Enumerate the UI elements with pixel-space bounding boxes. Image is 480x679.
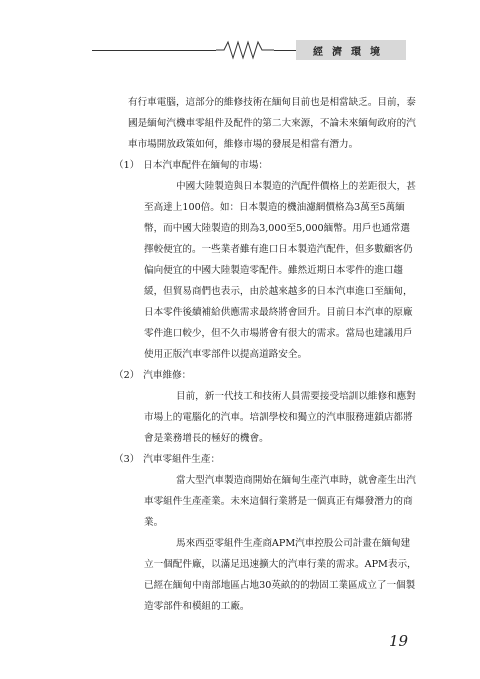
section-heading-1 — [114, 155, 418, 176]
section-title: 汽車零組件生產： — [143, 454, 221, 465]
page-number: 19 — [389, 632, 409, 650]
section-heading-2 — [114, 365, 418, 386]
section-paragraph: 當大型汽車製造商開始在緬甸生產汽車時，就會產生出汽車零組件生產產業。未來這個行業將是一個真正有爆發潛力的商業。 — [144, 475, 416, 528]
intro-paragraph: 有行車電腦，這部分的維修技術在緬甸目前也是相當缺乏。目前，泰國是緬甸汽機車零組件及配件的第二大來源，不論未來緬甸政府的汽車市場開放政策如何，維修市場的發展是相當有潛力。 — [128, 97, 416, 150]
section-label: 經濟環境 — [296, 40, 406, 60]
section-number: （3） — [114, 454, 140, 465]
section-paragraph: 馬來西亞零組件生產商APM汽車控股公司計畫在緬甸建立一個配件廠，以滿足迅速擴大的汽車行業的需求。APM表示，已經在緬甸中南部地區占地30英畝的的勃固工業區成立了一個製造零部件和模組的工廠。 — [144, 538, 417, 612]
section-title: 日本汽車配件在緬甸的市場： — [143, 160, 269, 171]
section-paragraph: 目前，新一代技工和技術人員需要接受培訓以維修和應對市場上的電腦化的汽車。培訓學校和獨立的汽車服務連鎖店都將會是業務增長的極好的機會。 — [144, 391, 416, 444]
section-heading-3 — [114, 449, 418, 470]
section-paragraph: 中國大陸製造與日本製造的汽配件價格上的差距很大，甚至高達上100倍。如：日本製造的機油濾網價格為3萬至5萬緬幣，而中國大陸製造的則為3,000至5,000緬幣。用戶也通常選擇較便宜的。一些業者雖有進口日本製造汽配件，但多數顧客仍偏向便宜的中國大陸製造零配件。雖然近期日本零件的進口趨緩，但貿易商們也表示，由於越來越多的日本汽車進口至緬甸，日本零件後續補給供應需求最終將會回升。目前日本汽車的原廠零件進口較少，但不久市場將會有很大的需求。當局也建議用戶使用正版汽車零部件以提高道路安全。 — [144, 181, 416, 360]
section-number: （1） — [114, 160, 140, 171]
section-number: （2） — [114, 370, 140, 381]
zigzag-ornament-icon — [216, 40, 274, 60]
body-text — [114, 92, 418, 617]
section-title: 汽車維修： — [143, 370, 192, 381]
